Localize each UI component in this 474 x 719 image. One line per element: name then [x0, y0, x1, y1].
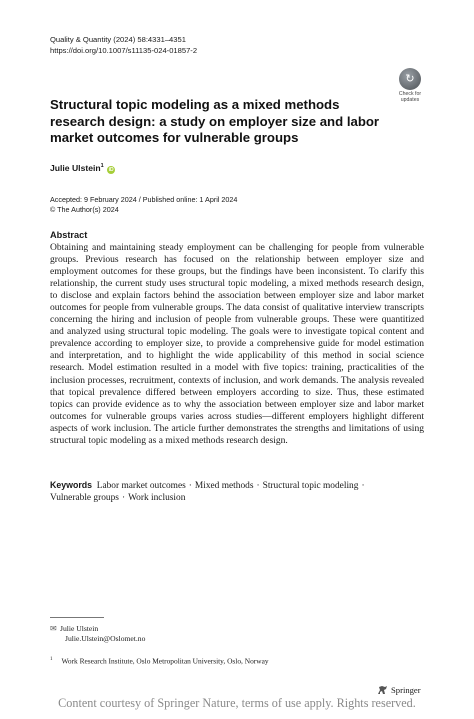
affiliation: [50, 655, 269, 666]
doi-link[interactable]: https://doi.org/10.1007/s11135-024-01857-2: [50, 46, 198, 55]
keyword-separator: ·: [361, 481, 365, 491]
keyword-item: Work inclusion: [128, 493, 186, 504]
article-title: Structural topic modeling as a mixed methods research design: a study on employer size and labor market outcomes for vulnerable groups: [50, 97, 380, 145]
keywords-label: Keywords: [50, 480, 93, 490]
abstract-text: Obtaining and maintaining steady employment can be challenging for people from vulnerable groups. Previous research has focused on the relationship between employer size and employment outcomes for these groups, but the findings have been inconsistent. To clarify this relationship, the current study uses structural topic modeling, a mixed methods research design, to disclose and explain factors behind the association between employer size and labor market outcomes for people from vulnerable groups. The data consist of qualitative interview transcripts concerning the hiring and inclusion of people from vulnerable groups. These were quantitized and analyzed using structural topic modeling. The goals were to investigate topical content and prevalence according to employer size, to provide a comprehensive guide for model estimation and interpretation, and to highlight the wide applicability of this method in social science research. Model estimation resulted in a model with five topics: training, practicalities of the inclusion processes, recruitment, contexts of inclusion, and work demands. The analysis revealed that topical prevalence differed between employers according to size. Thus, these estimated topics can provide evidence as to why the association between employer size and labor market outcomes for vulnerable groups varies across studies—different employers highlight different aspects of work inclusion. The article further demonstrates the strengths and limitations of using structural topic modeling as a mixed methods research design.: [50, 242, 424, 446]
affiliation-number: 1: [50, 657, 53, 662]
journal-header: [50, 34, 197, 56]
keyword-separator: ·: [188, 481, 192, 491]
affiliation-text: Work Research Institute, Oslo Metropolitan University, Oslo, Norway: [61, 656, 269, 666]
footnote-divider: [50, 617, 104, 618]
keyword-item: Structural topic modeling: [262, 481, 359, 491]
keyword-separator: ·: [256, 481, 260, 491]
orcid-icon[interactable]: iD: [108, 167, 114, 173]
corr-author-email[interactable]: Julie.Ulstein@Oslomet.no: [65, 634, 146, 643]
keywords-block: [50, 479, 424, 504]
author-affil-marker: 1: [100, 163, 104, 170]
corresponding-author: [50, 624, 145, 644]
keyword-item: Labor market outcomes: [96, 481, 186, 491]
springer-horse-icon: [377, 685, 388, 695]
author-name[interactable]: Julie Ulstein: [50, 163, 101, 173]
keyword-item: Vulnerable groups: [50, 493, 119, 504]
courtesy-notice: Content courtesy of Springer Nature, terms of use apply. Rights reserved.: [58, 696, 416, 710]
keyword-item: Mixed methods: [194, 481, 254, 491]
article-dates: [50, 195, 237, 215]
publisher-logo: [377, 685, 421, 695]
copyright-line: © The Author(s) 2024: [50, 205, 119, 214]
corr-author-name: Julie Ulstein: [60, 624, 99, 633]
check-updates-label-2: updates: [400, 97, 420, 103]
check-updates-label-1: Check for: [398, 91, 422, 97]
keyword-separator: ·: [121, 493, 126, 504]
dates-line: Accepted: 9 February 2024 / Published online: 1 April 2024: [50, 195, 238, 204]
check-for-updates-badge[interactable]: [394, 68, 426, 102]
abstract-heading: Abstract: [50, 230, 88, 240]
author-line: [50, 163, 115, 174]
journal-citation: Quality & Quantity (2024) 58:4331–4351: [50, 35, 186, 44]
check-updates-icon: ↻: [399, 68, 421, 90]
envelope-icon: ✉: [50, 624, 57, 633]
publisher-name: Springer: [391, 685, 421, 695]
